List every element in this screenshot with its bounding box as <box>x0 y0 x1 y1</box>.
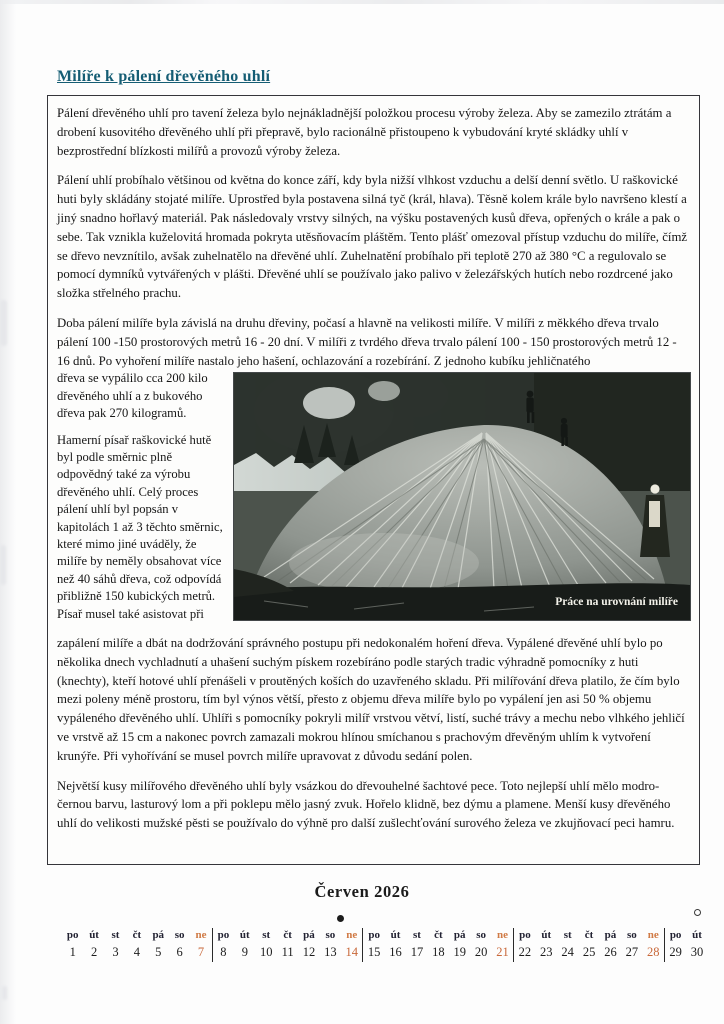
paragraph-3-intro: Doba pálení milíře byla závislá na druhu dřeviny, počasí a hlavně na velikosti milíře. V milíři z měkkého dřeva trvalo pálení 100 -150 prostorových metrů 16 - 20 dní. V milíři z tvrdého dřeva trvalo pálení 100 - 150 prostorových metrů 12 - 16 dnů. Po vyhoření milíře nastalo jeho hašení, ochlazování a rozebírání. Z jednoho kubíku jehličnatého <box>57 315 677 368</box>
calendar-day-number: 4 <box>133 945 140 959</box>
calendar-day-cell <box>169 928 190 962</box>
calendar-month-title: Červen 2026 <box>314 882 410 901</box>
calendar-day-number: 5 <box>155 945 162 959</box>
calendar-day-cell <box>234 928 255 962</box>
calendar-day-cell <box>190 928 211 962</box>
calendar-day-number: 1 <box>69 945 76 959</box>
calendar-day-name: so <box>626 929 637 941</box>
calendar-day-number: 28 <box>646 945 660 959</box>
calendar-day-name: po <box>368 929 380 941</box>
calendar-day-number: 20 <box>474 945 488 959</box>
calendar-day-number: 18 <box>432 945 445 959</box>
calendar-day-number: 7 <box>197 945 205 959</box>
calendar-day-number: 25 <box>582 945 596 959</box>
calendar-day-number: 27 <box>625 945 639 959</box>
calendar-day-name: čt <box>434 929 443 941</box>
page-title: Milíře k pálení dřevěného uhlí <box>57 67 271 85</box>
calendar-week <box>514 928 665 962</box>
article-box <box>47 95 700 865</box>
full-moon-icon <box>337 915 344 922</box>
calendar-day-cell <box>83 928 104 962</box>
calendar-day-number: 19 <box>453 945 466 959</box>
calendar-day-cell <box>126 928 147 962</box>
calendar-day-name: st <box>262 929 271 941</box>
calendar-day-number: 11 <box>281 945 294 959</box>
calendar-day-cell <box>557 928 578 962</box>
calendar-day-name: ne <box>346 929 358 941</box>
calendar-day-name: čt <box>132 929 142 941</box>
calendar-day-name: po <box>519 929 531 941</box>
calendar-day-cell <box>320 928 341 962</box>
calendar-day-name: st <box>412 929 421 941</box>
paragraph-4: Největší kusy milířového dřevěného uhlí byly vsázkou do dřevouhelné šachtové pece. Toto nejlepší uhlí mělo modro-černou barvu, lasturový lom a při poklepu mělo jasný zvuk. Hořelo klidně, bez dýmu a plamene. Menší kusy dřevěného uhlí do velikosti mužské pěsti se používalo do výhně pro další zušlechťování surového železa ve zkujňovací peci hamru. <box>57 778 675 831</box>
scan-smudge <box>0 545 6 585</box>
calendar-day-name: pá <box>453 929 466 941</box>
calendar-day-number: 6 <box>176 945 183 959</box>
calendar-day-number: 29 <box>669 945 682 959</box>
calendar-day-cell <box>213 928 234 962</box>
calendar-week <box>213 928 364 962</box>
calendar-day-cell <box>341 928 362 962</box>
calendar-day-cell <box>406 928 427 962</box>
calendar-day-cell <box>256 928 277 962</box>
calendar-day-cell <box>665 928 686 962</box>
calendar-day-number: 3 <box>112 945 119 959</box>
paragraph-hamerni-pisar: Hamerní písař raškovické hutě byl podle směrnic plně odpovědný také za výrobu dřevěného uhlí. Celý proces pálení uhlí byl popsán v kapitolách 1 až 3 těchto směrnic, které mimo jiné uváděly, že milíře by neměly obsahovat více než 40 sáhů dřeva, což odpovídá přibližně 150 kubických metrů. Písař musel také asistovat při <box>57 432 223 621</box>
charcoal-kiln-photo <box>233 372 691 621</box>
calendar-day-number: 24 <box>561 945 574 959</box>
calendar-day-number: 30 <box>690 945 704 959</box>
calendar-day-name: so <box>325 929 336 941</box>
calendar-day-name: so <box>174 929 185 941</box>
calendar-day-cell <box>449 928 470 962</box>
calendar-day-name: so <box>476 929 486 941</box>
calendar-day-number: 14 <box>345 945 359 959</box>
calendar <box>0 876 724 996</box>
calendar-day-cell <box>385 928 406 962</box>
calendar-day-cell <box>363 928 384 962</box>
calendar-day-name: ne <box>647 929 659 941</box>
calendar-day-cell <box>514 928 535 962</box>
calendar-day-name: pá <box>152 929 165 941</box>
calendar-day-number: 22 <box>518 945 532 959</box>
calendar-day-number: 17 <box>410 945 424 959</box>
calendar-grid <box>62 928 708 962</box>
left-text-column <box>57 370 225 632</box>
calendar-day-cell <box>492 928 513 962</box>
calendar-day-cell <box>62 928 83 962</box>
calendar-day-name: út <box>390 929 401 941</box>
calendar-day-cell <box>536 928 557 962</box>
calendar-day-number: 21 <box>496 945 509 959</box>
calendar-day-name: po <box>217 929 230 941</box>
calendar-day-name: čt <box>283 929 292 941</box>
calendar-day-cell <box>643 928 664 962</box>
calendar-day-name: út <box>692 929 702 941</box>
calendar-day-number: 10 <box>259 945 273 959</box>
calendar-day-cell <box>277 928 298 962</box>
calendar-day-number: 16 <box>389 945 402 959</box>
calendar-week <box>665 928 708 962</box>
paragraph-3-left: dřeva se vypálilo cca 200 kilo dřevěného uhlí a z bukového dřeva pak 270 kilogramů. <box>57 371 208 421</box>
calendar-day-name: pá <box>303 929 315 941</box>
calendar-day-name: ne <box>195 929 207 941</box>
calendar-day-number: 8 <box>220 945 227 959</box>
calendar-day-number: 13 <box>324 945 337 959</box>
calendar-day-cell <box>621 928 642 962</box>
calendar-day-cell <box>428 928 449 962</box>
calendar-day-name: út <box>239 929 250 941</box>
calendar-day-cell <box>148 928 169 962</box>
calendar-day-cell <box>298 928 319 962</box>
calendar-day-name: st <box>563 929 572 941</box>
scan-edge-top <box>0 0 724 4</box>
calendar-day-number: 2 <box>90 945 98 959</box>
calendar-day-cell <box>686 928 707 962</box>
calendar-day-cell <box>105 928 126 962</box>
calendar-day-name: po <box>66 929 79 941</box>
new-moon-icon <box>694 909 701 916</box>
calendar-day-number: 23 <box>540 945 553 959</box>
calendar-day-name: čt <box>584 929 594 941</box>
scan-smudge <box>0 300 7 346</box>
calendar-day-number: 9 <box>241 945 248 959</box>
calendar-week <box>62 928 213 962</box>
calendar-day-cell <box>578 928 599 962</box>
calendar-day-name: út <box>89 929 99 941</box>
calendar-day-name: út <box>541 929 552 941</box>
calendar-week <box>363 928 514 962</box>
calendar-day-name: po <box>669 929 682 941</box>
calendar-day-name: pá <box>604 929 617 941</box>
calendar-day-cell <box>600 928 621 962</box>
calendar-day-cell <box>470 928 491 962</box>
paragraph-1: Pálení dřevěného uhlí pro tavení železa bylo nejnákladnější položkou procesu výroby železa. Aby se zamezilo ztrátám a drobení kusovitého dřevěného uhlí při přepravě, bylo racionálně přistoupeno k vybudování kryté skládky uhlí v bezprostřední blízkosti milířů a provozů výroby železa. <box>57 106 672 158</box>
calendar-day-number: 12 <box>302 945 316 959</box>
calendar-day-name: st <box>111 929 120 941</box>
calendar-day-number: 15 <box>367 945 381 959</box>
paragraph-2: Pálení uhlí probíhalo většinou od května do konce září, kdy byla nižší vlhkost vzduchu a delší denní světlo. U raškovické huti byly skládány stojaté milíře. Uprostřed byla postavena silná tyč (král, hlava). Těsně kolem krále bylo navršeno klestí a jiný snadno hořlavý materiál. Pak následovaly vrstvy silných, na výšku postavených kusů dřeva, opřených o krále a pak o sebe. Tak vznikla kuželovitá hromada pokryta utěsňovacím pláštěm. Tento plášť omezoval přístup vzduchu do milíře, čímž se dřevo nevznítilo, avšak zuhelnatělo na dřevěné uhlí. Zuhelnatění probíhalo při teplotě 270 až 380 °C a regulovalo se pomocí dymníků vytvářených v plášti. Dřevěné uhlí se používalo jako palivo v železářských hutích nebo rozdrcené jako složka střelného prachu. <box>57 173 688 301</box>
text-photo-row <box>57 370 689 632</box>
calendar-day-name: ne <box>497 929 508 941</box>
charcoal-kiln-photo-art <box>234 373 690 620</box>
paragraph-3-continued: zapálení milíře a dbát na dodržování správného postupu při nedokonalém hoření dřeva. Vypálené dřevěné uhlí bylo po několika dnech vychladnutí a uhašení suchým pískem rozebíráno podle starých tradic výhradně pomocníky z huti (knechty), kteří hotové uhlí přenášeli v proutěných koších do uzavřeného skladu. Při milířování dřeva platilo, že čím bylo mezi poleny méně prostoru, tím byl výnos větší, přesto z objemu dřeva milíře bylo po vypálení jen asi 50 % objemu vypáleného dřevěného uhlí. Uhlíři s pomocníky pokryli milíř vrstvou větví, listí, suché trávy a mechu nebo vlhkého jehličí ve vrstvě až 15 cm a nakonec povrch zamazali mokrou hlínou smíchanou s prachovým dřevěným uhlím k vytvoření krunýře. Při vyhořívání se musel povrch milíře upravovat z důvodu sedání polen. <box>57 636 685 763</box>
scan-edge-left <box>0 0 16 1024</box>
calendar-day-number: 26 <box>604 945 617 959</box>
photo-caption: Práce na urovnání milíře <box>555 596 678 609</box>
